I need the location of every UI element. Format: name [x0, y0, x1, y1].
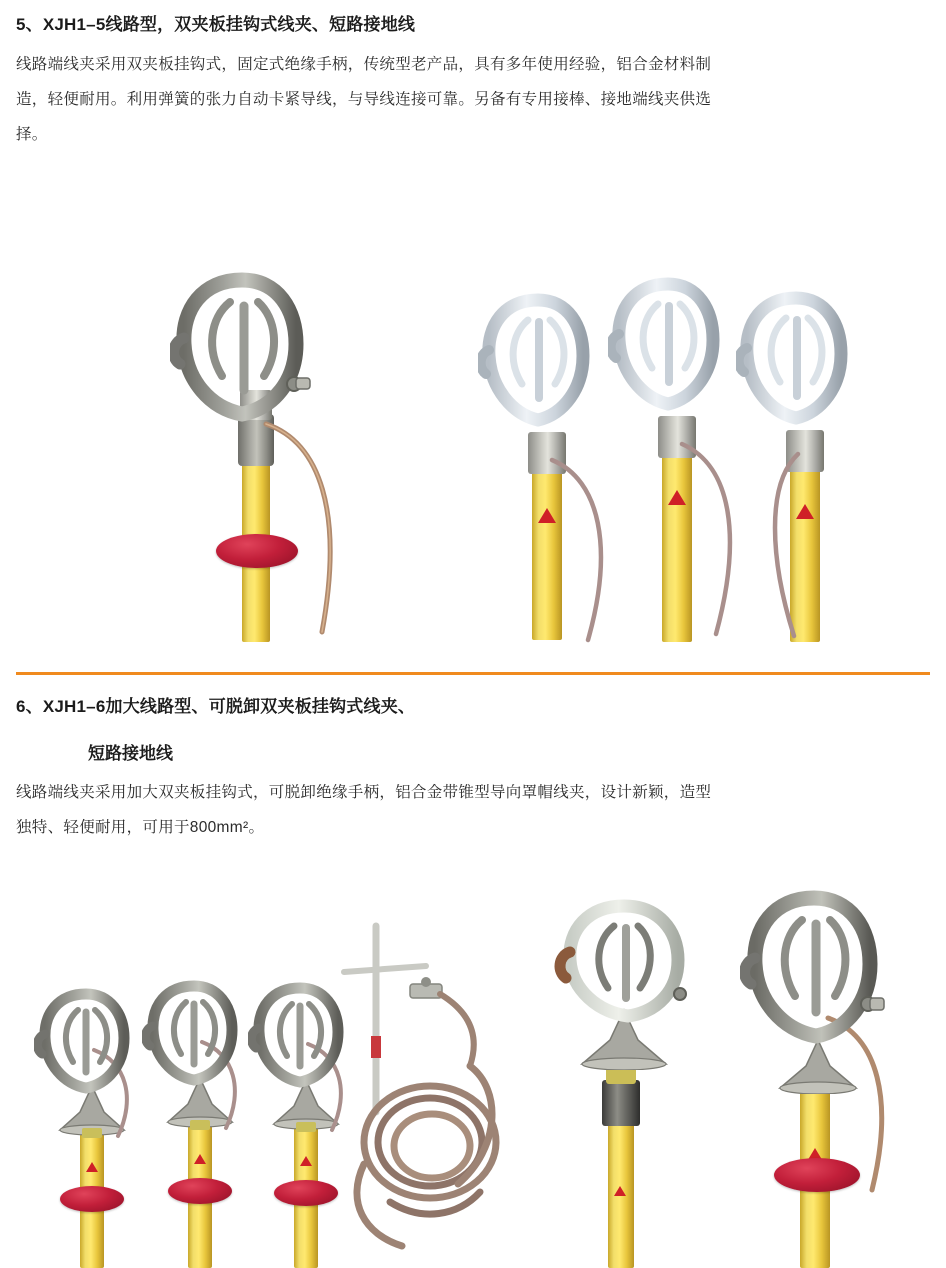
figure-item-white-clamp-trio — [470, 266, 870, 642]
section-5-title: 5、XJH1–5线路型，双夹板挂钩式线夹、短路接地线 — [16, 15, 416, 34]
figure-item-grounding-cable-coil — [330, 916, 520, 1266]
section-6-title: 6、XJH1–6加大线路型、可脱卸双夹板挂钩式线夹、 — [16, 697, 416, 716]
figure-item-detachable-clamp-detail — [548, 890, 718, 1268]
section-6-figure — [0, 890, 946, 1268]
section-5-figure — [0, 252, 946, 642]
section-divider — [16, 672, 930, 675]
figure-item-grey-clamp-single — [160, 272, 360, 642]
figure-item-detachable-clamp-assembly — [718, 890, 918, 1268]
section-5-body: 线路端线夹采用双夹板挂钩式，固定式绝缘手柄，传统型老产品，具有多年使用经验，铝合金材料制造，轻便耐用。利用弹簧的张力自动卡紧导线，与导线连接可靠。另备有专用接棒、接地端线夹供选择。 — [16, 56, 712, 143]
section-6-title-line2: 短路接地线 — [88, 744, 173, 763]
section-6-body: 线路端线夹采用加大双夹板挂钩式，可脱卸绝缘手柄，铝合金带锥型导向罩帽线夹，设计新颖，造型独特、轻便耐用，可用于800mm²。 — [16, 784, 712, 836]
figure-item-grey-clamp-trio — [30, 980, 360, 1268]
